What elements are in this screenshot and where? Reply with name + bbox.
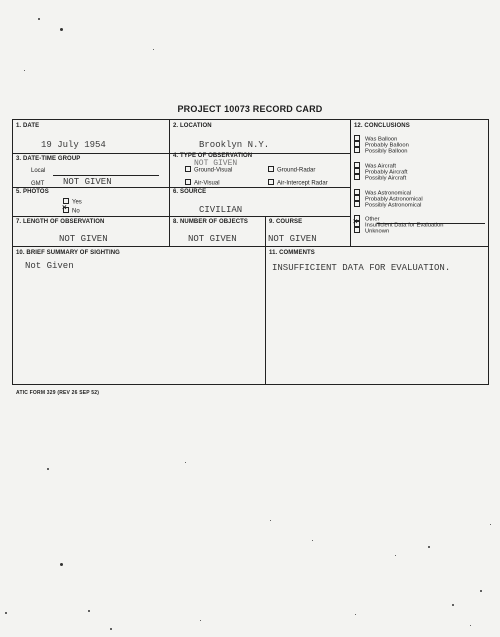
type-obs-air-visual: Air-Visual bbox=[185, 180, 220, 187]
dtg-local-label: Local bbox=[31, 168, 46, 174]
conclusion-text: Unknown bbox=[365, 228, 390, 235]
conclusion-text: Probably Astronomical bbox=[365, 196, 423, 203]
conclusion-text: Possibly Astronomical bbox=[365, 202, 422, 209]
checkbox-icon bbox=[185, 179, 191, 185]
location-value: Brooklyn N.Y. bbox=[199, 140, 270, 150]
photos-label: 5. PHOTOS bbox=[16, 189, 49, 195]
photos-yes: Yes bbox=[63, 199, 82, 206]
checked-box-icon bbox=[63, 207, 69, 213]
checkbox-icon bbox=[354, 227, 360, 233]
card-title: PROJECT 10073 RECORD CARD bbox=[177, 104, 323, 114]
conclusion-item bbox=[354, 148, 408, 155]
course-label: 9. COURSE bbox=[269, 219, 303, 225]
conclusion-text: Possibly Aircraft bbox=[365, 175, 407, 182]
conclusion-text: Other bbox=[365, 216, 380, 223]
checkbox-icon bbox=[354, 174, 360, 180]
type-obs-ground-radar: Ground-Radar bbox=[268, 167, 315, 174]
summary-label: 10. BRIEF SUMMARY OF SIGHTING bbox=[16, 250, 120, 256]
source-label: 6. SOURCE bbox=[173, 189, 207, 195]
dtg-gmt-label: GMT bbox=[31, 181, 45, 187]
dtg-gmt-value: NOT GIVEN bbox=[63, 177, 112, 187]
checkbox-icon bbox=[354, 147, 360, 153]
conclusion-item bbox=[354, 228, 389, 235]
conclusion-text: Was Aircraft bbox=[365, 163, 397, 170]
source-value: CIVILIAN bbox=[199, 205, 243, 215]
length-value: NOT GIVEN bbox=[59, 234, 108, 244]
summary-value: Not Given bbox=[25, 261, 74, 271]
form-number: ATIC FORM 329 (REV 26 SEP 52) bbox=[16, 390, 100, 396]
conclusion-text: Was Astronomical bbox=[365, 190, 412, 197]
num-objects-label: 8. NUMBER OF OBJECTS bbox=[173, 219, 249, 225]
type-obs-air-intercept-radar: Air-Intercept Radar bbox=[268, 180, 328, 187]
conclusion-text: Was Balloon bbox=[365, 136, 398, 143]
photos-no: ×No bbox=[63, 208, 80, 215]
date-label: 1. DATE bbox=[16, 123, 40, 129]
location-label: 2. LOCATION bbox=[173, 123, 212, 129]
num-objects-value: NOT GIVEN bbox=[188, 234, 237, 244]
checkbox-icon bbox=[268, 179, 274, 185]
conclusion-text: Probably Aircraft bbox=[365, 169, 408, 176]
course-value: NOT GIVEN bbox=[268, 234, 317, 244]
conclusion-text: Insufficient Data for Evaluation bbox=[365, 222, 444, 229]
conclusion-text: Probably Balloon bbox=[365, 142, 409, 149]
comments-label: 11. COMMENTS bbox=[269, 250, 315, 256]
conclusions-label: 12. CONCLUSIONS bbox=[354, 123, 410, 129]
comments-value: INSUFFICIENT DATA FOR EVALUATION. bbox=[272, 263, 451, 273]
checkbox-icon bbox=[354, 201, 360, 207]
checkbox-icon bbox=[268, 166, 274, 172]
dtg-label: 3. DATE-TIME GROUP bbox=[16, 156, 81, 162]
record-card bbox=[12, 119, 489, 385]
type-obs-value: NOT GIVEN bbox=[194, 159, 238, 168]
conclusion-item bbox=[354, 202, 421, 209]
conclusion-item bbox=[354, 175, 406, 182]
checkbox-icon bbox=[185, 166, 191, 172]
type-obs-ground-visual: Ground-Visual bbox=[185, 167, 232, 174]
length-label: 7. LENGTH OF OBSERVATION bbox=[16, 219, 105, 225]
conclusion-text: Possibly Balloon bbox=[365, 148, 408, 155]
type-obs-label: 4. TYPE OF OBSERVATION bbox=[173, 153, 253, 159]
date-value: 19 July 1954 bbox=[41, 140, 106, 150]
